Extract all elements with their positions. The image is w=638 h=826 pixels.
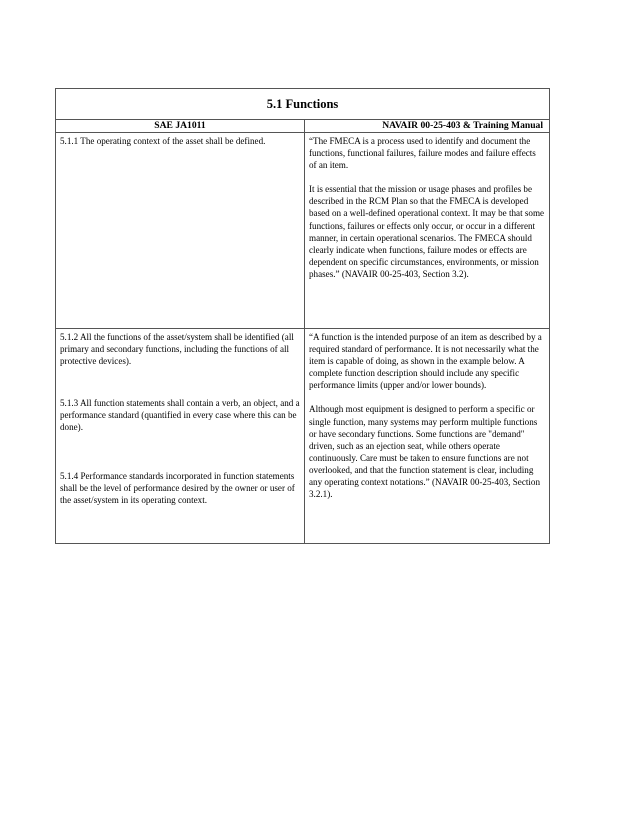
requirement-5-1-3: 5.1.3 All function statements shall contain a verb, an object, and a performance standard (quantified in every case where this can be done). <box>60 398 300 433</box>
requirement-5-1-2: 5.1.2 All the functions of the asset/system shall be identified (all primary and secondary functions, including the functions of all protective devices). <box>60 332 294 367</box>
functions-comparison-table <box>55 88 550 544</box>
navair-paragraph: It is essential that the mission or usage phases and profiles be described in the RCM Plan so that the FMECA is developed based on a well-defined operational context. It may be that some functions, failures or effects only occur, or occur in a different manner, in certain operational scenarios. The FMECA should clearly indicate when functions, failure modes or effects are dependent on specific circumstances, environments, or mission phases.” (NAVAIR 00-25-403, Section 3.2). <box>309 184 545 279</box>
table-row <box>56 133 550 329</box>
column-header-navair: NAVAIR 00-25-403 & Training Manual <box>305 120 550 133</box>
sae-cell <box>56 329 305 544</box>
requirement-5-1-1: 5.1.1 The operating context of the asset shall be defined. <box>60 136 266 146</box>
table-row <box>56 329 550 544</box>
navair-cell <box>305 329 550 544</box>
navair-paragraph: “The FMECA is a process used to identify and document the functions, functional failures, failure modes and failure effects of an item. <box>309 136 536 171</box>
sae-cell <box>56 133 305 329</box>
requirement-5-1-4: 5.1.4 Performance standards incorporated in function statements shall be the level of performance desired by the owner or user of the asset/system in its operating context. <box>60 470 295 505</box>
table-title: 5.1 Functions <box>56 89 550 120</box>
navair-paragraph: “A function is the intended purpose of an item as described by a required standard of performance. It is not necessarily what the item is capable of doing, as shown in the example below. A complete function description should include any specific performance limits (upper and/or lower bounds). <box>309 332 542 391</box>
navair-cell <box>305 133 550 329</box>
column-header-sae: SAE JA1011 <box>56 120 305 133</box>
navair-paragraph: Although most equipment is designed to perform a specific or single function, many systems may perform multiple functions or have secondary functions. Some functions are "demand" driven, such as an ejection seat, while others operate continuously. Care must be taken to ensure functions are not overlooked, and that the function statement is clear, including any operating context notations.” (NAVAIR 00-25-403, Section 3.2.1). <box>309 404 541 500</box>
